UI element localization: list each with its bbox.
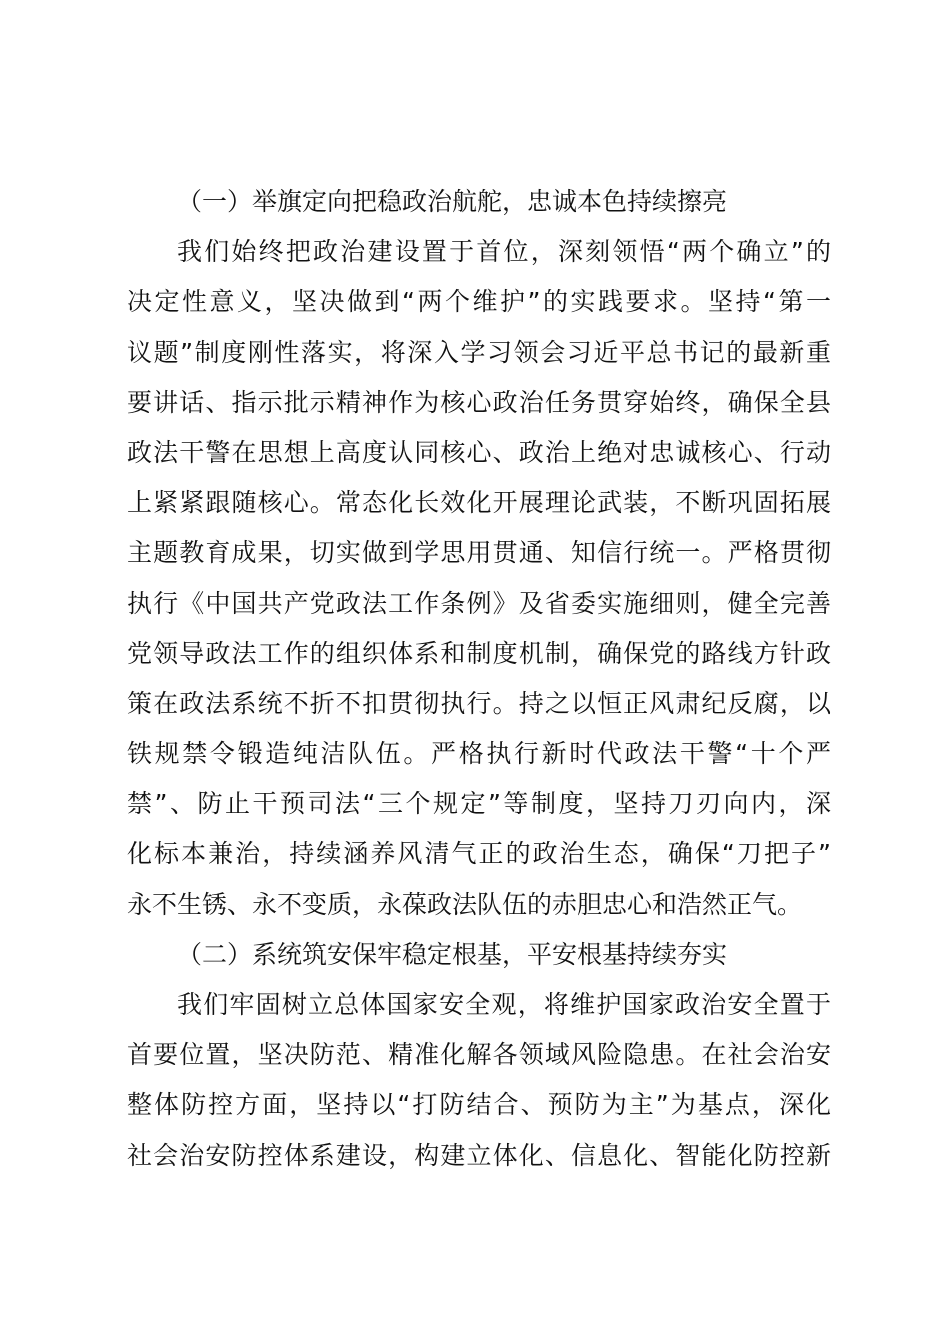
- paragraph-line: 社会治安防控体系建设，构建立体化、信息化、智能化防控新: [127, 1140, 831, 1170]
- paragraph-line: 议题”制度刚性落实，将深入学习领会习近平总书记的最新重: [127, 337, 831, 367]
- paragraph-line: 上紧紧跟随核心。常态化长效化开展理论武装，不断巩固拓展: [127, 488, 831, 518]
- paragraph-line: 整体防控方面，坚持以“打防结合、预防为主”为基点，深化: [127, 1090, 831, 1120]
- document-body: [127, 177, 831, 1181]
- paragraph-line: 策在政法系统不折不扣贯彻执行。持之以恒正风肃纪反腐，以: [127, 688, 831, 718]
- paragraph-line: 铁规禁令锻造纯洁队伍。严格执行新时代政法干警“十个严: [127, 739, 831, 769]
- paragraph-line: 禁”、防止干预司法“三个规定”等制度，坚持刀刃向内，深: [127, 789, 831, 819]
- section-2-heading: （二）系统筑安保牢稳定根基，平安根基持续夯实: [177, 939, 728, 969]
- paragraph-line: 我们始终把政治建设置于首位，深刻领悟“两个确立”的: [177, 237, 831, 267]
- paragraph-line: 决定性意义，坚决做到“两个维护”的实践要求。坚持“第一: [127, 287, 831, 317]
- paragraph-line: 主题教育成果，切实做到学思用贯通、知信行统一。严格贯彻: [127, 538, 831, 568]
- paragraph-line: 首要位置，坚决防范、精准化解各领域风险隐患。在社会治安: [127, 1040, 831, 1070]
- paragraph-line: 化标本兼治，持续涵养风清气正的政治生态，确保“刀把子”: [127, 839, 831, 869]
- section-2-paragraph: [127, 980, 831, 1181]
- paragraph-line: 要讲话、指示批示精神作为核心政治任务贯穿始终，确保全县: [127, 387, 831, 417]
- paragraph-line: 政法干警在思想上高度认同核心、政治上绝对忠诚核心、行动: [127, 437, 831, 467]
- paragraph-line: 永不生锈、永不变质，永葆政法队伍的赤胆忠心和浩然正气。: [127, 889, 803, 919]
- paragraph-line: 执行《中国共产党政法工作条例》及省委实施细则，健全完善: [127, 588, 831, 618]
- section-1-heading: （一）举旗定向把稳政治航舵，忠诚本色持续擦亮: [177, 187, 728, 216]
- paragraph-line: 党领导政法工作的组织体系和制度机制，确保党的路线方针政: [127, 638, 831, 668]
- paragraph-line: 我们牢固树立总体国家安全观，将维护国家政治安全置于: [177, 990, 831, 1019]
- section-1-paragraph: [127, 227, 831, 930]
